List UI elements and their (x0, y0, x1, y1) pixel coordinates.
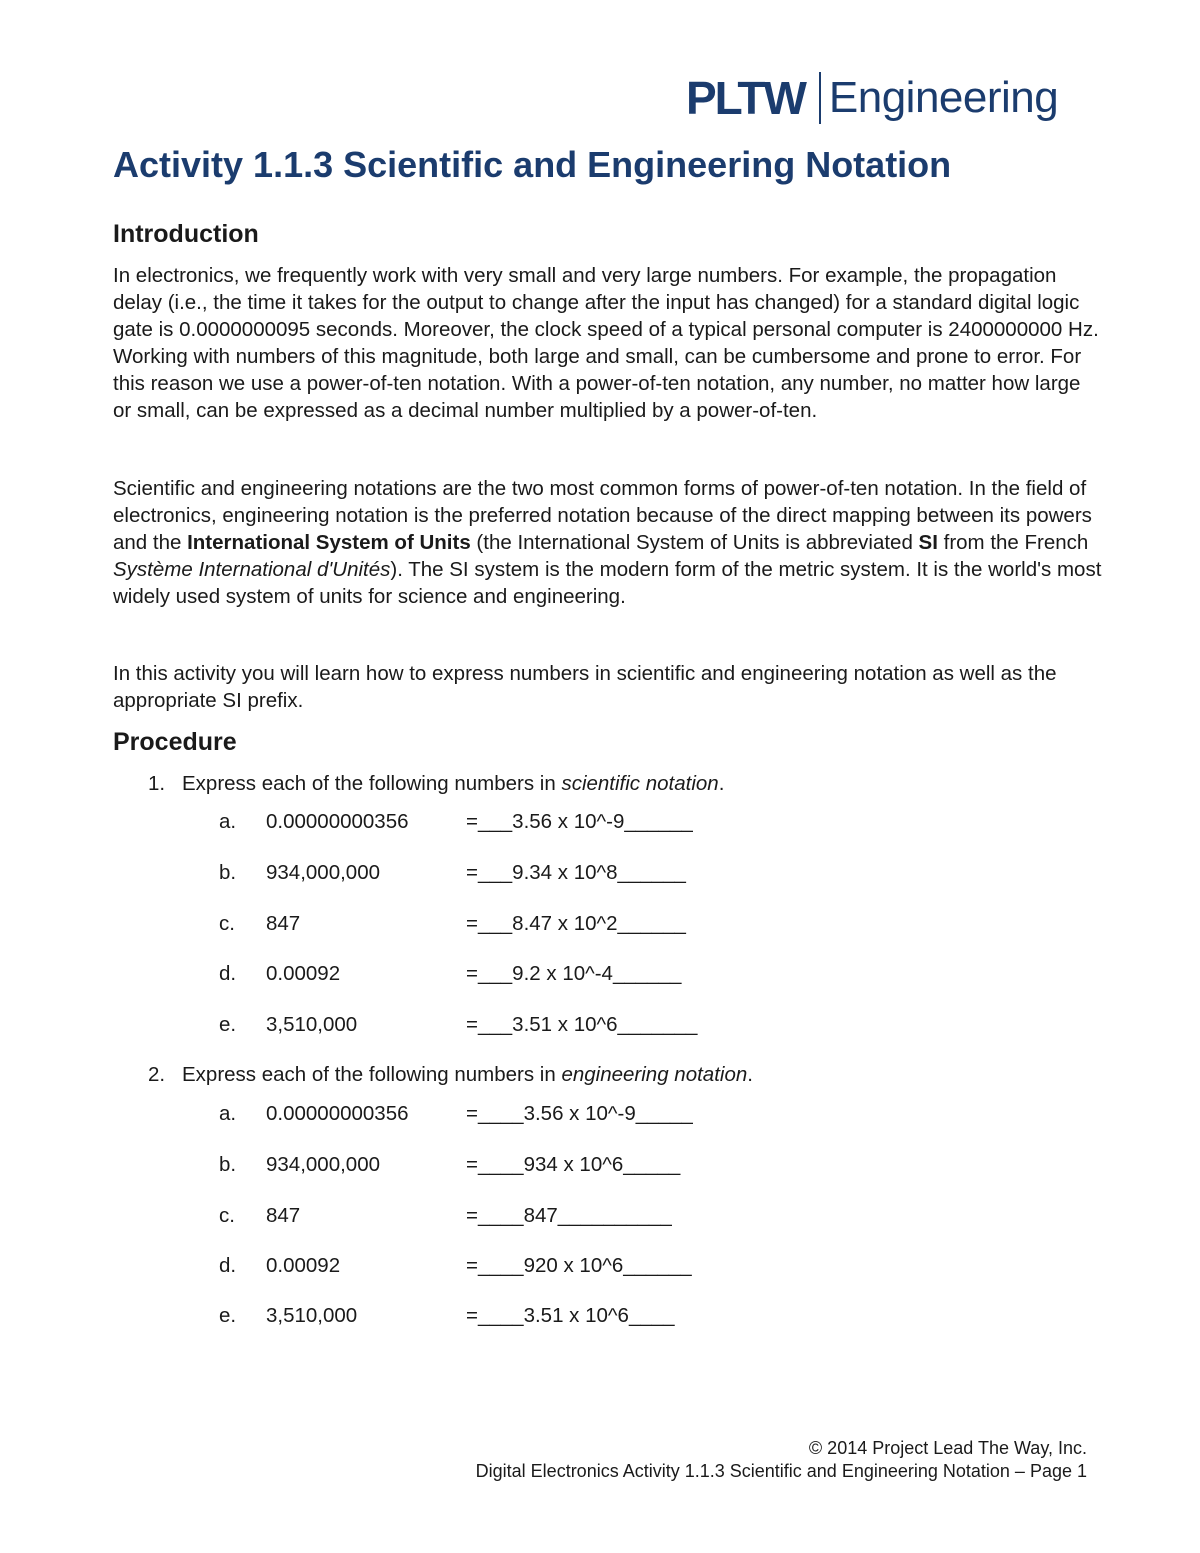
pltw-engineering-logo (686, 70, 1058, 126)
footer-copyright: © 2014 Project Lead The Way, Inc. (808, 1438, 1087, 1458)
item-answer: =___9.2 x 10^-4______ (466, 962, 682, 985)
item-answer: =____3.56 x 10^-9_____ (466, 1102, 693, 1125)
item-answer: =___8.47 x 10^2______ (466, 912, 686, 935)
p2-bold-si: SI (918, 531, 938, 554)
footer-page-line: Digital Electronics Activity 1.1.3 Scientific and Engineering Notation – Page 1 (475, 1461, 1087, 1481)
question-number: 1. (148, 772, 166, 795)
item-letter: b. (219, 1153, 237, 1176)
item-answer: =___3.56 x 10^-9______ (466, 810, 693, 833)
item-letter: e. (219, 1304, 237, 1327)
item-value: 0.00000000356 (266, 810, 409, 833)
introduction-heading: Introduction (113, 220, 259, 248)
question-text: Express each of the following numbers in (182, 772, 562, 795)
question-number: 2. (148, 1063, 166, 1086)
question-punct: . (747, 1063, 753, 1086)
p2-text-c: from the French (937, 531, 1089, 554)
p2-text-d: ). The SI system is the modern form of the metric system. It is the world's most widely used system of units for science and engineering. (113, 558, 1102, 608)
item-letter: c. (219, 912, 235, 935)
intro-paragraph-2 (113, 475, 1103, 610)
item-letter: a. (219, 810, 237, 833)
item-answer: =____847__________ (466, 1204, 672, 1227)
logo-brand-text: PLTW (686, 72, 805, 124)
item-letter: b. (219, 861, 237, 884)
intro-paragraph-3: In this activity you will learn how to express numbers in scientific and engineering notation as well as the appropriate SI prefix. (113, 662, 1057, 712)
item-answer: =___3.51 x 10^6_______ (466, 1013, 698, 1036)
item-letter: a. (219, 1102, 237, 1125)
item-value: 934,000,000 (266, 1153, 381, 1176)
question-2 (148, 1061, 753, 1088)
item-letter: d. (219, 1254, 237, 1277)
item-value: 0.00092 (266, 962, 341, 985)
item-letter: e. (219, 1013, 237, 1036)
item-value: 934,000,000 (266, 861, 381, 884)
intro-paragraph-1: In electronics, we frequently work with very small and very large numbers. For example, the propagation delay (i.e., the time it takes for the output to change after the input has changed) for a standard digital logic gate is 0.0000000095 seconds. Moreover, the clock speed of a typical personal computer is 2400000000 Hz. Working with numbers of this magnitude, both large and small, can be cumbersome and prone to error. For this reason we use a power-of-ten notation. With a power-of-ten notation, any number, no matter how large or small, can be expressed as a decimal number multiplied by a power-of-ten. (113, 264, 1099, 422)
page-title: Activity 1.1.3 Scientific and Engineering Notation (113, 144, 952, 185)
question-1 (148, 770, 724, 797)
p2-text-b: (the International System of Units is abbreviated (470, 531, 919, 554)
item-value: 847 (266, 1204, 301, 1227)
logo-program-text: Engineering (828, 73, 1059, 122)
item-letter: d. (219, 962, 237, 985)
item-value: 3,510,000 (266, 1013, 358, 1036)
item-answer: =____3.51 x 10^6____ (466, 1304, 675, 1327)
question-punct: . (718, 772, 725, 795)
p2-bold-si-units: International System of Units (187, 531, 471, 554)
p2-text-a: Scientific and engineering notations are the two most common forms of power-of-ten notation. In the field of electronics, engineering notation is the preferred notation because of the direct mapping between its powers and the (113, 477, 1092, 554)
question-text: Express each of the following numbers in (182, 1063, 562, 1086)
procedure-heading: Procedure (113, 728, 237, 756)
item-answer: =____934 x 10^6_____ (466, 1153, 681, 1176)
item-answer: =____920 x 10^6______ (466, 1254, 692, 1277)
logo-divider (819, 72, 821, 124)
item-value: 0.00092 (266, 1254, 341, 1277)
question-emphasis: engineering notation (561, 1063, 748, 1086)
item-letter: c. (219, 1204, 235, 1227)
question-emphasis: scientific notation (561, 772, 719, 795)
item-value: 0.00000000356 (266, 1102, 409, 1125)
p2-italic-french: Système International d'Unités (113, 558, 391, 581)
item-value: 847 (266, 912, 301, 935)
item-value: 3,510,000 (266, 1304, 358, 1327)
item-answer: =___9.34 x 10^8______ (466, 861, 686, 884)
